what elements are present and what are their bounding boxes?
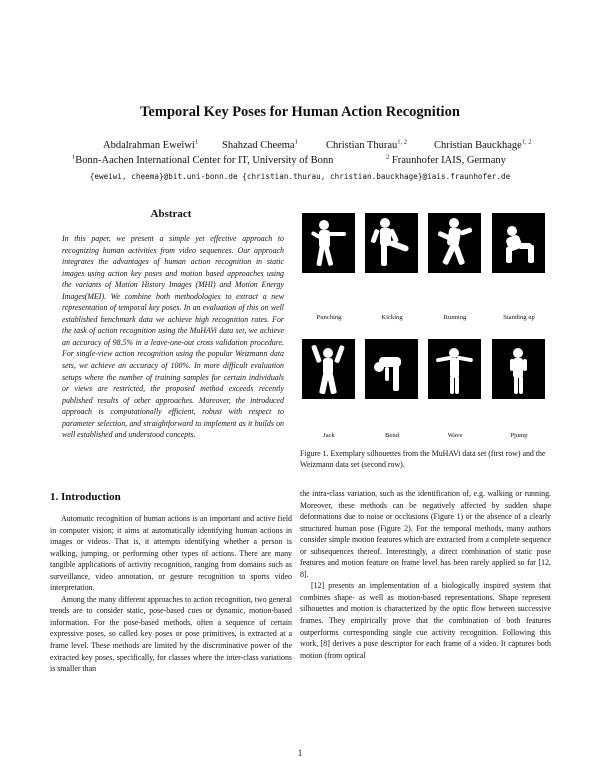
abstract-heading: Abstract xyxy=(150,208,192,220)
silhouette-jack xyxy=(302,339,355,399)
label-kicking: Kicking xyxy=(381,314,403,321)
silhouette-pjump xyxy=(492,339,545,399)
silhouette-bend xyxy=(365,339,418,399)
author-4: Christian Bauckhage$^{1, 2}$ xyxy=(434,138,532,151)
author-emails: {eweiwi, cheema}@bit.uni-bonn.de {christian.thurau, christian.bauckhage}@iais.fraunhofer.de xyxy=(89,172,511,181)
label-bend: Bend xyxy=(385,432,399,439)
silhouette-wave xyxy=(428,339,481,399)
label-running: Running xyxy=(443,314,467,321)
abstract-body xyxy=(62,233,284,441)
section-heading-introduction: 1. Introduction xyxy=(50,491,121,503)
intro-left-column xyxy=(50,513,292,675)
paper-title: Temporal Key Poses for Human Action Recognition xyxy=(140,104,460,120)
author-3: Christian Thurau$^{1, 2}$ xyxy=(326,138,408,151)
intro-right-column xyxy=(300,488,551,661)
abstract-text: In this paper, we present a simple yet effective approach to recognizing human activities from video sequences. Our approach integrates the advantages of human action recognition in static images using action key poses and motion based approaches using the variants of Motion History Images (MHI) and Motion Energy Images(MEI). We combine both methodologies to extract a new representation of temporal key poses. In an evaluation of this on well established benchmark data we achieve high recognition rates. For the task of action recognition using the MuHAVi data set, we achieve an accuracy of 98.5% in a leave-one-out cross validation procedure. For single-view action recognition using the popular Weizmann data sets, we achieve an accuracy of 100%. In more difficult evaluation setups where the number of training samples for certain individuals or views are restricted, the proposed method exceeds recently published results of other approaches. Moreover, the introduced approach is computationally efficient, robust with respect to parameter selection, and straightforward to implement as it builds on well established and understood concepts. xyxy=(62,234,284,440)
silhouette-punching xyxy=(302,213,355,273)
author-2: Shahzad Cheema$^1$ xyxy=(222,138,298,151)
intro-paragraph-2: Among the many different approaches to action recognition, two general trends are to consider static, pose-based cues or dynamic, motion-based information. For the pose-based methods, often a sequence of certain expressive poses, so called key poses or pose primitives, is extracted at a frame level. These methods are limited by the discriminative power of the extracted key poses, specifically, for classes where the inter-class variations is smaller than xyxy=(50,594,292,674)
silhouette-standing-up xyxy=(492,213,545,273)
silhouette-kicking xyxy=(365,213,418,273)
label-jack: Jack xyxy=(323,432,335,439)
affiliation-1: $^1$Bonn-Aachen International Center for IT, University of Bonn xyxy=(72,153,334,166)
label-standing-up: Standing up xyxy=(503,314,535,321)
silhouette-running xyxy=(428,213,481,273)
intro-paragraph-4: [12] presents an implementation of a biologically inspired system that combines shape- as well as motion-based representations. Shape represent silhouettes and motion is characterized by the optic flow between successive frames. They empirically prove that the combination of both features outperforms corresponding single cue activity recognition. Following this work, [8] derives a pose descriptor for each frame of a video. It captures both motion (from optical xyxy=(300,581,551,660)
figure-1 xyxy=(300,213,551,463)
affiliation-2: $^2$ Fraunhofer IAIS, Germany xyxy=(386,153,506,166)
label-punching: Punching xyxy=(316,314,342,321)
intro-paragraph-3: the intra-class variation, such as the identification of, e.g. walking or running. Moreover, these methods can be negatively affected by sudden shape deformations due to noise or occlusions (Figure 1) or the absence of a clearly structured human pose (Figure 2). For the temporal methods, many authors consider simple motion features which are extracted from a complete sequence or subsequences thereof. Interestingly, a direct combination of static pose features and motion feature on frame level has been rarely applied so far [12, 8]. xyxy=(300,489,551,579)
figure-1-caption: Figure 1. Exemplary silhouettes from the MuHAVi data set (first row) and the Weizmann data set (second row). xyxy=(300,449,546,469)
label-wave: Wave xyxy=(447,432,463,439)
label-pjump: Pjump xyxy=(510,432,528,439)
page-number: 1 xyxy=(297,748,303,758)
intro-paragraph-1: Automatic recognition of human actions is an important and active field in computer vision; it aims at automatically identifying human actions in images or videos. That is, it attempts identifying whether a person is walking, jumping, or performing other types of actions. There are many tangible applications of activity recognition, ranging from domains such as surveillance, video annotation, or gesture recognition to sports video interpretation. xyxy=(50,514,292,593)
author-1: Abdalrahman Eweiwi$^1$ xyxy=(103,138,199,151)
